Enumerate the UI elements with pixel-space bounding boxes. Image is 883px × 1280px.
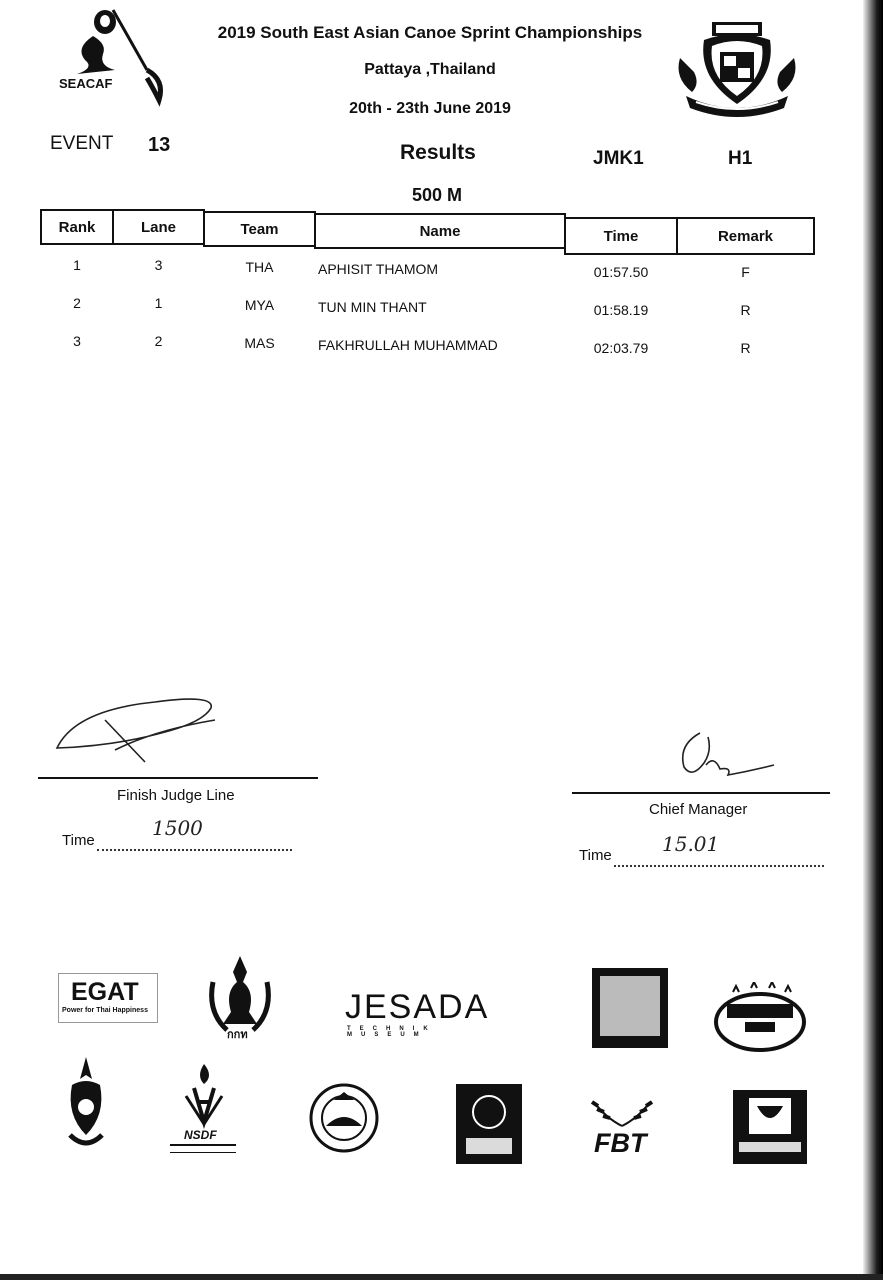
jesada-logo-subtext: TECHNIK MUSEUM	[347, 1026, 437, 1038]
navy-emblem-icon	[62, 1055, 110, 1151]
table-row	[40, 254, 815, 284]
black-square-logo	[456, 1084, 522, 1164]
navy-emblem-logo	[62, 1055, 110, 1151]
name-cell: TUN MIN THANT	[318, 299, 427, 315]
col-name: Name	[314, 213, 566, 249]
remark-cell: R	[740, 340, 751, 356]
event-label: EVENT	[50, 133, 114, 154]
table-row	[40, 292, 815, 322]
event-heat: H1	[728, 148, 753, 169]
scan-edge-bottom	[0, 1274, 883, 1280]
badge-inner	[600, 976, 660, 1036]
lane-cell: 3	[154, 257, 163, 273]
team-cell: THA	[245, 259, 274, 275]
bank-icon	[733, 1090, 807, 1164]
crest-icon	[672, 18, 802, 120]
time-cell: 01:57.50	[593, 264, 649, 280]
event-dates: 20th - 23th June 2019	[349, 100, 511, 117]
chief-manager-time-value: 15.01	[662, 832, 720, 856]
finish-judge-label: Finish Judge Line	[117, 787, 235, 804]
col-team: Team	[203, 211, 316, 247]
chief-manager-signature-line	[572, 792, 830, 794]
royal-emblem-logo	[205, 952, 275, 1040]
name-cell: APHISIT THAMOM	[318, 261, 439, 277]
name-cell: FAKHRULLAH MUHAMMAD	[318, 337, 498, 353]
nsdf-logo	[168, 1062, 240, 1158]
oval-badge-icon	[713, 982, 807, 1058]
chief-manager-time-label: Time	[579, 847, 612, 864]
results-table	[40, 209, 815, 356]
results-label: Results	[400, 141, 476, 164]
jesada-logo	[345, 988, 490, 1038]
oval-badge-logo	[713, 982, 807, 1058]
team-cell: MAS	[244, 335, 275, 351]
rank-cell: 3	[73, 333, 81, 349]
chief-manager-time-dots	[614, 864, 824, 867]
scan-edge-right	[863, 0, 883, 1280]
emblem-icon	[456, 1084, 522, 1164]
col-time: Time	[564, 217, 678, 255]
time-cell: 01:58.19	[593, 302, 649, 318]
crest-logo	[672, 18, 802, 120]
finish-judge-signature-line	[38, 777, 318, 779]
square-badge-logo	[592, 968, 668, 1048]
garuda-icon	[205, 952, 275, 1040]
rank-cell: 2	[73, 295, 81, 311]
time-cell: 02:03.79	[593, 340, 649, 356]
egat-logo-text: EGAT	[71, 978, 139, 1006]
team-cell: MYA	[244, 297, 275, 313]
finish-judge-time-value: 1500	[152, 816, 203, 840]
chief-manager-signature	[670, 725, 780, 785]
seacaf-logo-text: SEACAF	[59, 76, 113, 91]
championship-title: 2019 South East Asian Canoe Sprint Championships	[217, 23, 643, 42]
col-lane: Lane	[112, 209, 205, 245]
bank-logo	[733, 1090, 807, 1164]
lane-cell: 2	[154, 333, 163, 349]
egat-tagline: Power for Thai Happiness	[62, 1007, 148, 1014]
event-distance: 500 M	[412, 185, 463, 205]
seal-icon	[308, 1082, 380, 1154]
remark-cell: R	[740, 302, 751, 318]
laurel-icon	[586, 1098, 658, 1128]
event-location: Pattaya ,Thailand	[364, 61, 496, 78]
finish-judge-time-dots	[97, 848, 292, 851]
rank-cell: 1	[73, 257, 81, 273]
event-number: 13	[148, 134, 171, 156]
nsdf-logo-text: NSDF	[184, 1128, 217, 1142]
finish-judge-time-label: Time	[62, 832, 95, 849]
university-seal-logo	[308, 1082, 380, 1154]
remark-cell: F	[741, 264, 750, 280]
chief-manager-label: Chief Manager	[649, 801, 748, 818]
nsdf-underline	[170, 1144, 236, 1153]
col-remark: Remark	[676, 217, 815, 255]
table-row	[40, 330, 815, 360]
jesada-logo-text: JESADA	[345, 988, 490, 1026]
svg-text:กกท: กกท	[227, 1028, 248, 1040]
col-rank: Rank	[40, 209, 114, 245]
egat-logo	[58, 973, 158, 1023]
lane-cell: 1	[154, 295, 163, 311]
finish-judge-signature	[45, 690, 235, 770]
event-category: JMK1	[593, 148, 644, 169]
fbt-logo	[586, 1098, 658, 1164]
torch-icon	[168, 1062, 240, 1132]
fbt-logo-text: FBT	[594, 1128, 647, 1158]
